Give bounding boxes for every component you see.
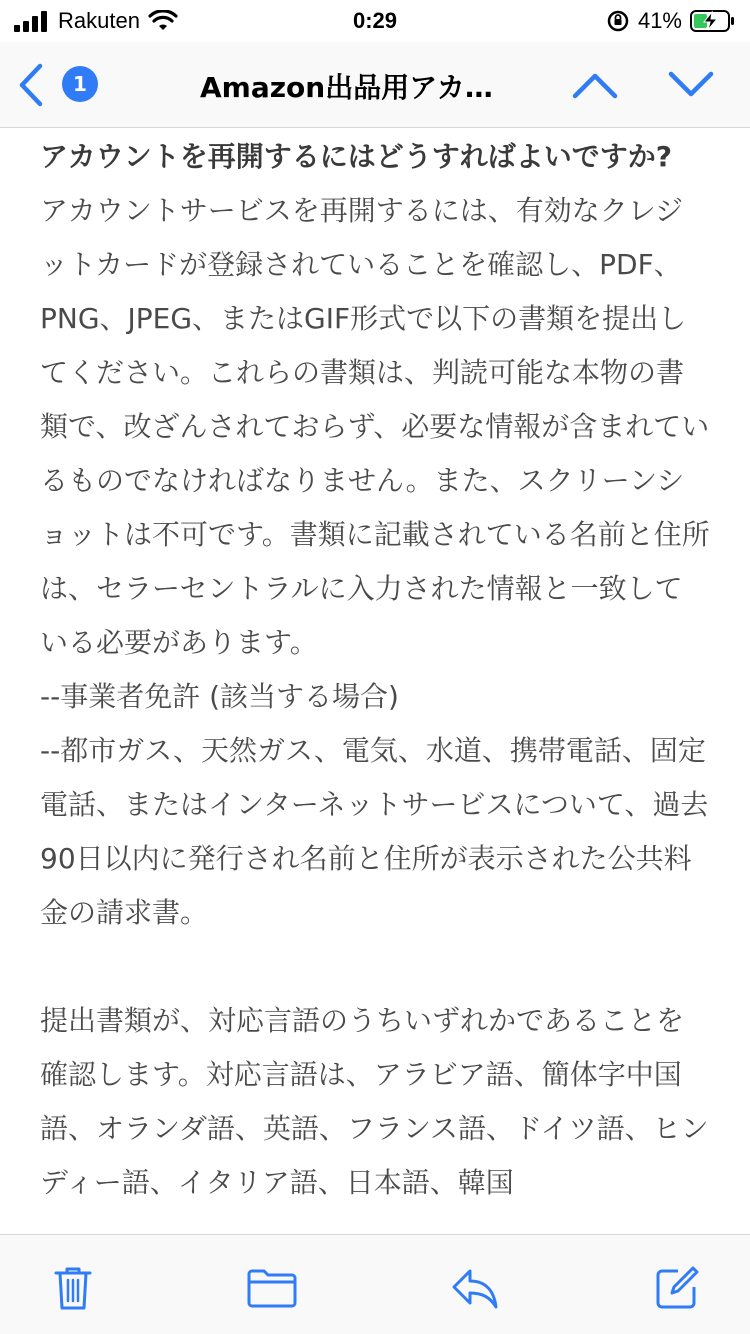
folder-icon <box>246 1265 298 1311</box>
trash-icon <box>50 1265 96 1311</box>
section-heading: アカウントを再開するにはどうすればよいですか? <box>40 140 672 173</box>
document-list-item: --都市ガス、天然ガス、電気、水道、携帯電話、固定電話、またはインターネットサービスについて、過去90日以内に発行され名前と住所が表示された公共料金の請求書。 <box>40 734 709 929</box>
message-body[interactable] <box>40 128 710 1234</box>
previous-message-button[interactable] <box>570 68 620 102</box>
orientation-lock-icon <box>606 9 630 33</box>
body-paragraph: アカウントサービスを再開するには、有効なクレジットカードが登録されていることを確認し、PDF、PNG、JPEG、またはGIF形式で以下の書類を提出してください。これらの書類は、判読可能な本物の書類で、改ざんされておらず、必要な情報が含まれているものでなければなりません。また、スクリーンショットは不可です。書類に記載されている名前と住所は、セラーセントラルに入力された情報と一致している必要があります。 <box>40 194 710 659</box>
body-paragraph: 提出書類が、対応言語のうちいずれかであることを確認します。対応言語は、アラビア語、簡体字中国語、オランダ語、英語、フランス語、ドイツ語、ヒンディー語、イタリア語、日本語、韓国 <box>40 1004 709 1199</box>
carrier-name: Rakuten <box>58 8 140 33</box>
status-bar <box>0 0 750 42</box>
move-to-folder-button[interactable] <box>246 1265 298 1311</box>
nav-bar <box>0 42 750 128</box>
reply-icon <box>450 1265 500 1311</box>
status-time: 0:29 <box>352 8 398 33</box>
message-subject-title: Amazon出品用アカ… <box>200 71 493 104</box>
delete-button[interactable] <box>50 1265 96 1311</box>
compose-icon <box>654 1265 700 1311</box>
unread-count-badge[interactable]: 1 <box>62 66 98 102</box>
next-message-button[interactable] <box>666 68 716 102</box>
reply-button[interactable] <box>450 1265 500 1311</box>
document-list-item: --事業者免許 (該当する場合) <box>40 680 399 713</box>
bottom-toolbar <box>0 1234 750 1334</box>
compose-button[interactable] <box>654 1265 700 1311</box>
battery-charging-icon <box>690 9 736 33</box>
back-button[interactable] <box>14 62 48 108</box>
status-right <box>606 8 736 34</box>
paragraph-spacer <box>40 940 710 994</box>
chevron-left-icon <box>14 62 48 108</box>
chevron-down-icon <box>666 68 716 102</box>
battery-percent: 41% <box>637 8 682 33</box>
chevron-up-icon <box>570 68 620 102</box>
